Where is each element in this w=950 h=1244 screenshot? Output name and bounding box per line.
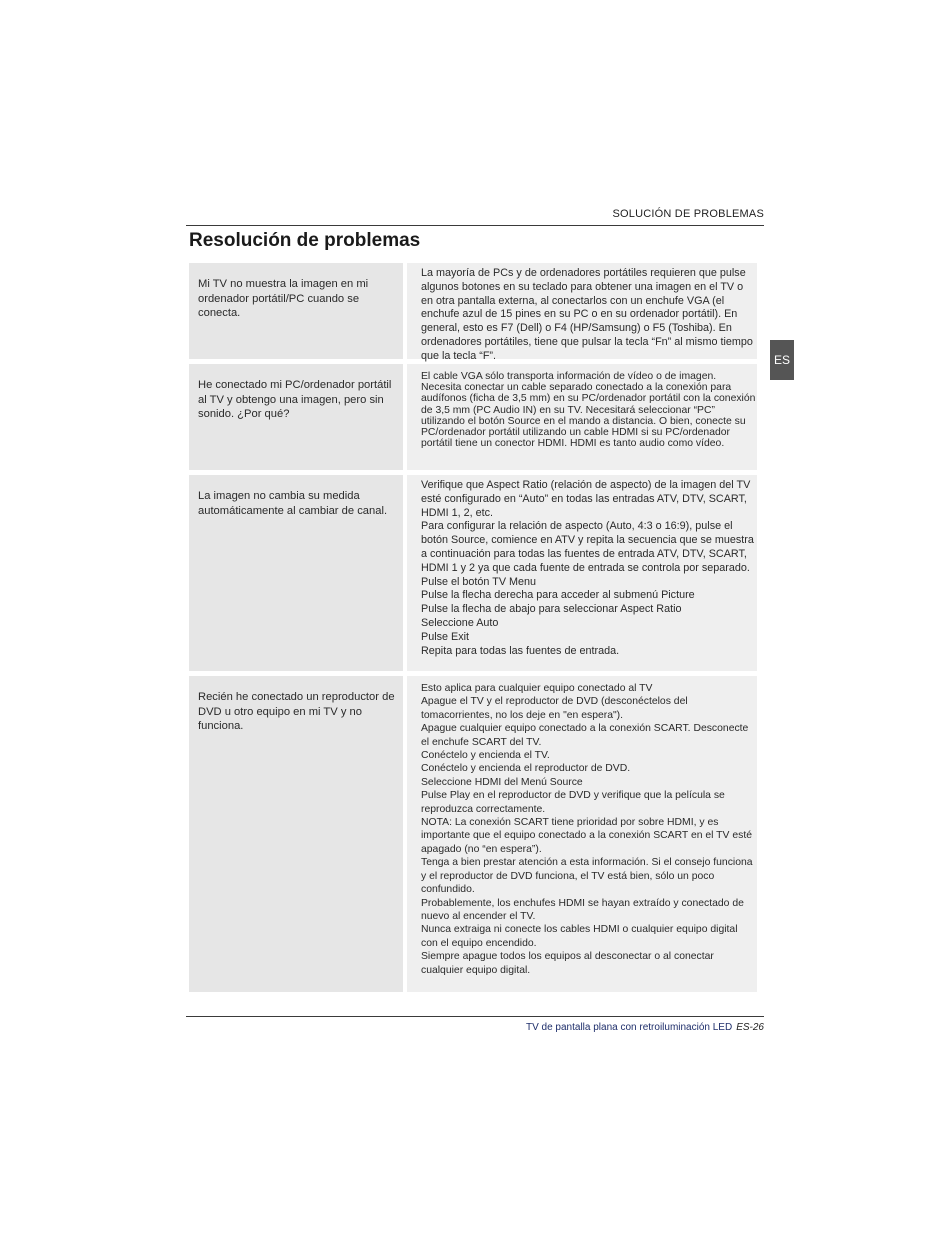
answer-paragraph: La mayoría de PCs y de ordenadores portátiles requieren que pulse algunos botones en su teclado para obtener una imagen en el TV o en otra pantalla externa, al conectarlos con un enchufe VGA (el enchufe azul de 15 pines en su PC o en su ordenador portátil). En general, esto es F7 (Dell) o F4 (HP/Samsung) o F5 (Toshiba). En ordenadores portátiles, tiene que pulsar la tecla “Fn” al mismo tiempo que la tecla “F”. bbox=[421, 267, 753, 362]
answer-paragraph: Probablemente, los enchufes HDMI se hayan extraído y conectado de nuevo al encender el TV. bbox=[421, 897, 744, 922]
answer-cell bbox=[407, 676, 757, 992]
answer-cell bbox=[407, 263, 757, 362]
answer-cell bbox=[407, 475, 757, 671]
answer-paragraph: Siempre apague todos los equipos al desconectar o al conectar cualquier equipo digital. bbox=[421, 951, 714, 976]
answer-paragraph: Nunca extraiga ni conecte los cables HDMI o cualquier equipo digital con el equipo encendido. bbox=[421, 924, 738, 949]
answer-step: Pulse Play en el reproductor de DVD y verifique que la película se reproduzca correctamente. bbox=[421, 790, 725, 815]
answer-paragraph: Tenga a bien prestar atención a esta información. Si el consejo funciona y el reproductor de DVD funciona, el TV está bien, sólo un poco confundido. bbox=[421, 857, 753, 896]
answer-step: Repita para todas las fuentes de entrada. bbox=[421, 644, 620, 657]
question-cell: La imagen no cambia su medida automáticamente al cambiar de canal. bbox=[189, 475, 403, 671]
answer-paragraph: Esto aplica para cualquier equipo conectado al TV bbox=[421, 683, 653, 694]
answer-step: Conéctelo y encienda el reproductor de DVD. bbox=[421, 763, 631, 775]
question-cell: Recién he conectado un reproductor de DVD u otro equipo en mi TV y no funciona. bbox=[189, 676, 403, 992]
footer-product: TV de pantalla plana con retroiluminación LED bbox=[525, 1022, 733, 1033]
bottom-rule bbox=[186, 1016, 764, 1017]
answer-step: Seleccione Auto bbox=[421, 616, 499, 629]
answer-note: NOTA: La conexión SCART tiene prioridad por sobre HDMI, y es importante que el equipo conectado a la conexión SCART en el TV esté apagado (no “en espera”). bbox=[421, 817, 752, 855]
answer-step: Conéctelo y encienda el TV. bbox=[421, 750, 550, 762]
answer-step: Apague el TV y el reproductor de DVD (desconéctelos del tomacorrientes, no los deje en "en espera"). bbox=[421, 696, 688, 721]
language-tab: ES bbox=[770, 340, 794, 380]
page-footer bbox=[526, 1022, 764, 1033]
answer-step: Apague cualquier equipo conectado a la conexión SCART. Desconecte el enchufe SCART del TV. bbox=[421, 723, 749, 748]
question-cell: He conectado mi PC/ordenador portátil al TV y obtengo una imagen, pero sin sonido. ¿Por qué? bbox=[189, 364, 403, 470]
answer-paragraph: El cable VGA sólo transporta información de vídeo o de imagen. Necesita conectar un cable separado conectado a la conexión para audífonos (ficha de 3,5 mm) en su PC/ordenador portátil con la conexión de 3,5 mm (PC Audio IN) en su TV. Necesitará seleccionar “PC” utilizando el botón Source en el mando a distancia. O bien, conecte su PC/ordenador portátil utilizando un cable HDMI si su PC/ordenador portátil tiene un conector HDMI. HDMI es tanto audio como vídeo. bbox=[421, 371, 756, 450]
question-cell: Mi TV no muestra la imagen en mi ordenador portátil/PC cuando se conecta. bbox=[189, 263, 403, 359]
answer-paragraph: Verifique que Aspect Ratio (relación de aspecto) de la imagen del TV esté configurado en “Auto” en todas las entradas ATV, DTV, SCART, HDMI 1, 2, etc. bbox=[421, 479, 751, 519]
page-number: ES-26 bbox=[736, 1022, 764, 1033]
answer-cell bbox=[407, 364, 757, 470]
answer-step: Pulse Exit bbox=[421, 630, 470, 643]
page-title: Resolución de problemas bbox=[189, 230, 421, 251]
answer-step: Pulse el botón TV Menu bbox=[421, 575, 537, 588]
section-header: SOLUCIÓN DE PROBLEMAS bbox=[612, 208, 764, 220]
answer-step: Pulse la flecha derecha para acceder al submenú Picture bbox=[421, 589, 695, 602]
answer-step: Seleccione HDMI del Menú Source bbox=[421, 776, 583, 788]
answer-paragraph: Para configurar la relación de aspecto (Auto, 4:3 o 16:9), pulse el botón Source, comience en ATV y repita la secuencia que se muestra a continuación para todas las fuentes de entrada ATV, DTV, SCART, HDMI 1 y 2 ya que cada fuente de entrada se controla por separado. bbox=[421, 520, 754, 574]
answer-step: Pulse la flecha de abajo para seleccionar Aspect Ratio bbox=[421, 603, 682, 616]
top-rule bbox=[186, 225, 764, 226]
